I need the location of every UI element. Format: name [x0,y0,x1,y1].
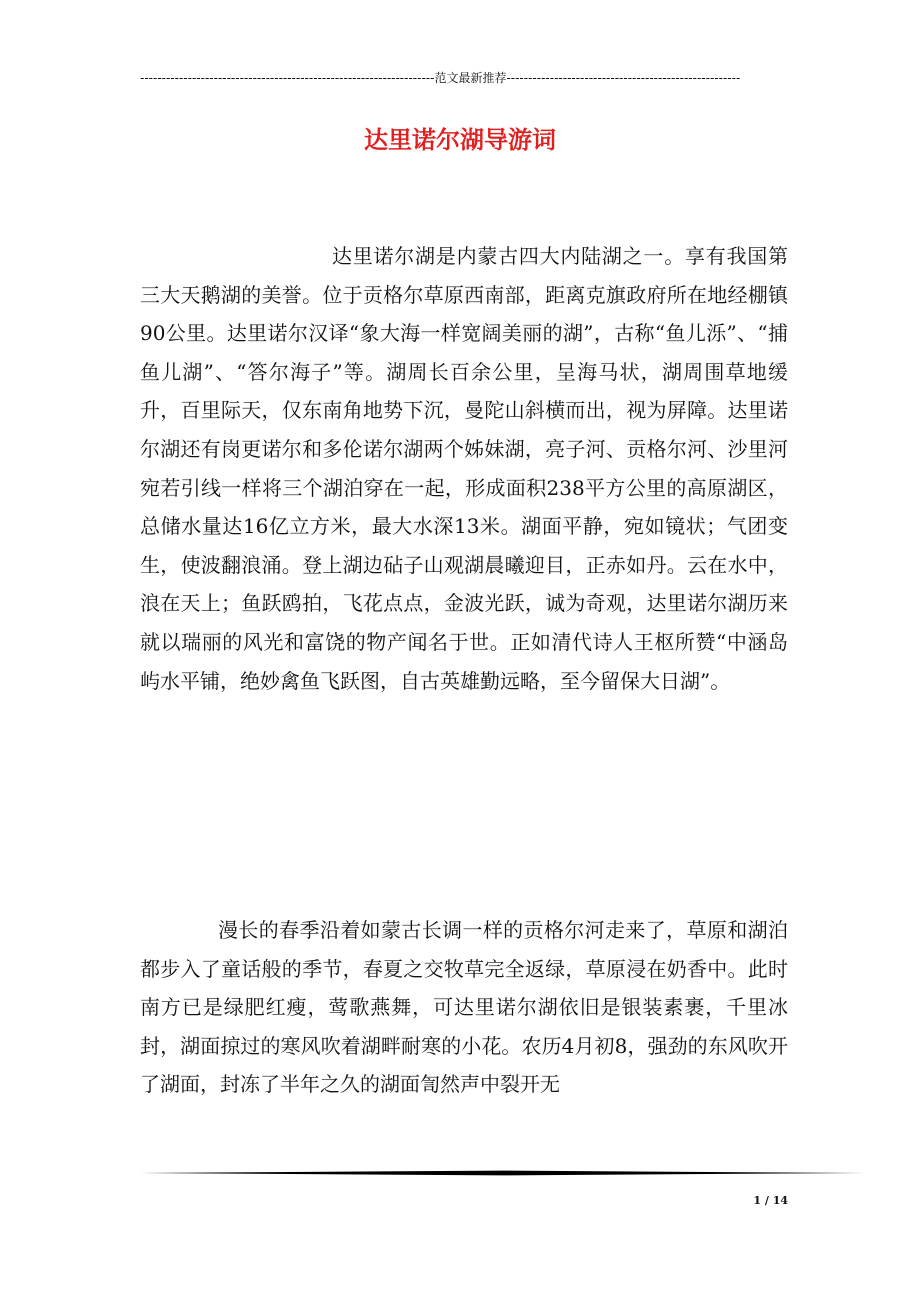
paragraph-2: 漫长的春季沿着如蒙古长调一样的贡格尔河走来了，草原和湖泊都步入了童话般的季节，春夏之交牧草完全返绿，草原浸在奶香中。此时南方已是绿肥红瘦，莺歌燕舞，可达里诺尔湖依旧是银装素裹，千里冰封，湖面掠过的寒风吹着湖畔耐寒的小花。农历4月初8，强劲的东风吹开了湖面，封冻了半年之久的湖面訇然声中裂开无 [140,918,788,1097]
page-number: 1 / 14 [753,1194,788,1207]
footer-rule [140,1170,864,1176]
header-label: --------------------------------------------------------------------范文最新推荐------------------------------------------------------ [140,71,741,85]
document-title: 达里诺尔湖导游词 [364,126,556,154]
paragraph-1: 达里诺尔湖是内蒙古四大内陆湖之一。享有我国第三大天鹅湖的美誉。位于贡格尔草原西南部，距离克旗政府所在地经棚镇90公里。达里诺尔汉译“象大海一样宽阔美丽的湖”，古称“鱼儿泺”、“捕鱼儿湖”、“答尔海子”等。湖周长百余公里，呈海马状，湖周围草地缓升，百里际天，仅东南角地势下沉，曼陀山斜横而出，视为屏障。达里诺尔湖还有岗更诺尔和多伦诺尔湖两个姊妹湖，亮子河、贡格尔河、沙里河宛若引线一样将三个湖泊穿在一起，形成面积238平方公里的高原湖区，总储水量达16亿立方米，最大水深13米。湖面平静，宛如镜状；气团变生，使波翻浪涌。登上湖边砧子山观湖晨曦迎目，正赤如丹。云在水中，浪在天上；鱼跃鸥拍，飞花点点，金波光跃，诚为奇观，达里诺尔湖历来就以瑞丽的风光和富饶的物产闻名于世。正如清代诗人王枢所赞“中涵岛屿水平铺，绝妙禽鱼飞跃图，自古英雄勤远略，至今留保大日湖”。 [140,244,788,693]
